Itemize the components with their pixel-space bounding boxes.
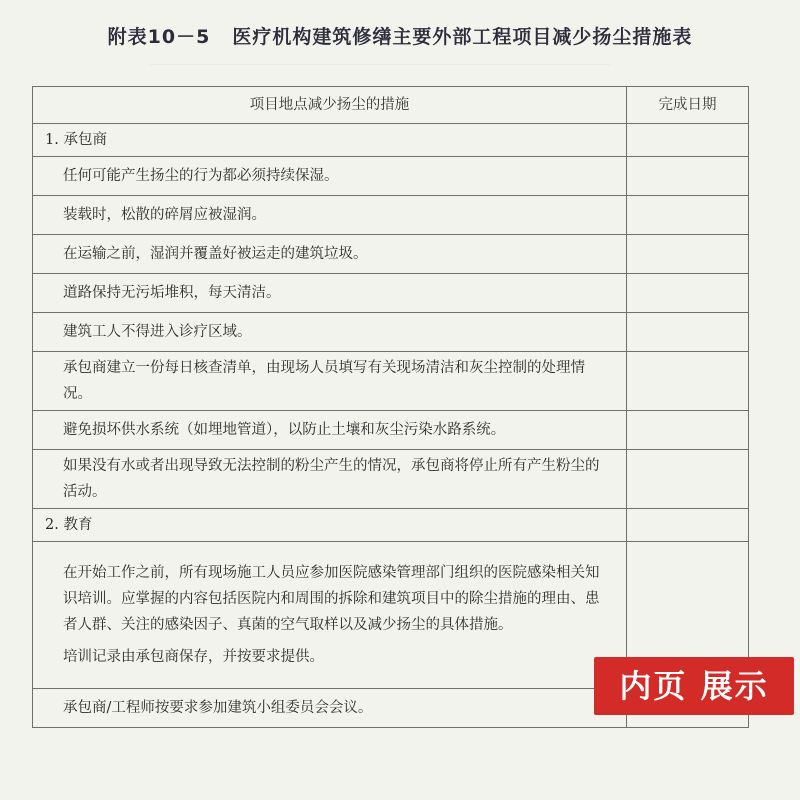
measure-text: 承包商/工程师按要求参加建筑小组委员会会议。 (33, 689, 627, 728)
date-cell (627, 352, 749, 411)
date-cell (627, 235, 749, 274)
date-cell (627, 450, 749, 509)
table-number: 附表10－5 (107, 26, 211, 48)
table-row (33, 274, 749, 313)
measure-text: 在开始工作之前，所有现场施工人员应参加医院感染管理部门组织的医院感染相关知识培训。应掌握的内容包括医院内和周围的拆除和建筑项目中的除尘措施的理由、患者人群、关注的感染因子、真菌的空气取样以及减少扬尘的具体措施。 (63, 565, 600, 633)
section-label: 2. 教育 (33, 509, 627, 542)
measure-text: 培训记录由承包商保存，并按要求提供。 (63, 649, 324, 665)
measure-text: 承包商建立一份每日核查清单，由现场人员填写有关现场清洁和灰尘控制的处理情况。 (33, 352, 627, 411)
section-row-education (33, 509, 749, 542)
header-measures: 项目地点减少扬尘的措施 (33, 87, 627, 124)
table-row (33, 352, 749, 411)
header-completion-date: 完成日期 (627, 87, 749, 124)
document-title (0, 22, 800, 49)
table-row (33, 196, 749, 235)
table-row (33, 450, 749, 509)
date-cell (627, 274, 749, 313)
table-row (33, 411, 749, 450)
bleed-through-line (150, 64, 610, 79)
date-cell (627, 196, 749, 235)
measure-text: 建筑工人不得进入诊疗区域。 (33, 313, 627, 352)
measure-text: 如果没有水或者出现导致无法控制的粉尘产生的情况，承包商将停止所有产生粉尘的活动。 (33, 450, 627, 509)
measure-text: 在运输之前，湿润并覆盖好被运走的建筑垃圾。 (33, 235, 627, 274)
dust-measures-table (32, 86, 749, 728)
inner-page-badge: 内页 展示 (594, 657, 794, 715)
date-cell (627, 411, 749, 450)
section-label: 1. 承包商 (33, 124, 627, 157)
measure-text: 任何可能产生扬尘的行为都必须持续保湿。 (33, 157, 627, 196)
date-cell (627, 313, 749, 352)
section-row-contractor (33, 124, 749, 157)
measure-text-block (33, 542, 627, 689)
date-cell (627, 509, 749, 542)
measure-text: 装载时，松散的碎屑应被湿润。 (33, 196, 627, 235)
measure-text: 避免损坏供水系统（如埋地管道），以防止土壤和灰尘污染水路系统。 (33, 411, 627, 450)
table-row (33, 313, 749, 352)
measure-text: 道路保持无污垢堆积，每天清洁。 (33, 274, 627, 313)
date-cell (627, 157, 749, 196)
table-header-row (33, 87, 749, 124)
date-cell (627, 124, 749, 157)
table-row (33, 235, 749, 274)
table-title-text: 医疗机构建筑修缮主要外部工程项目减少扬尘措施表 (232, 26, 693, 48)
table-row (33, 157, 749, 196)
